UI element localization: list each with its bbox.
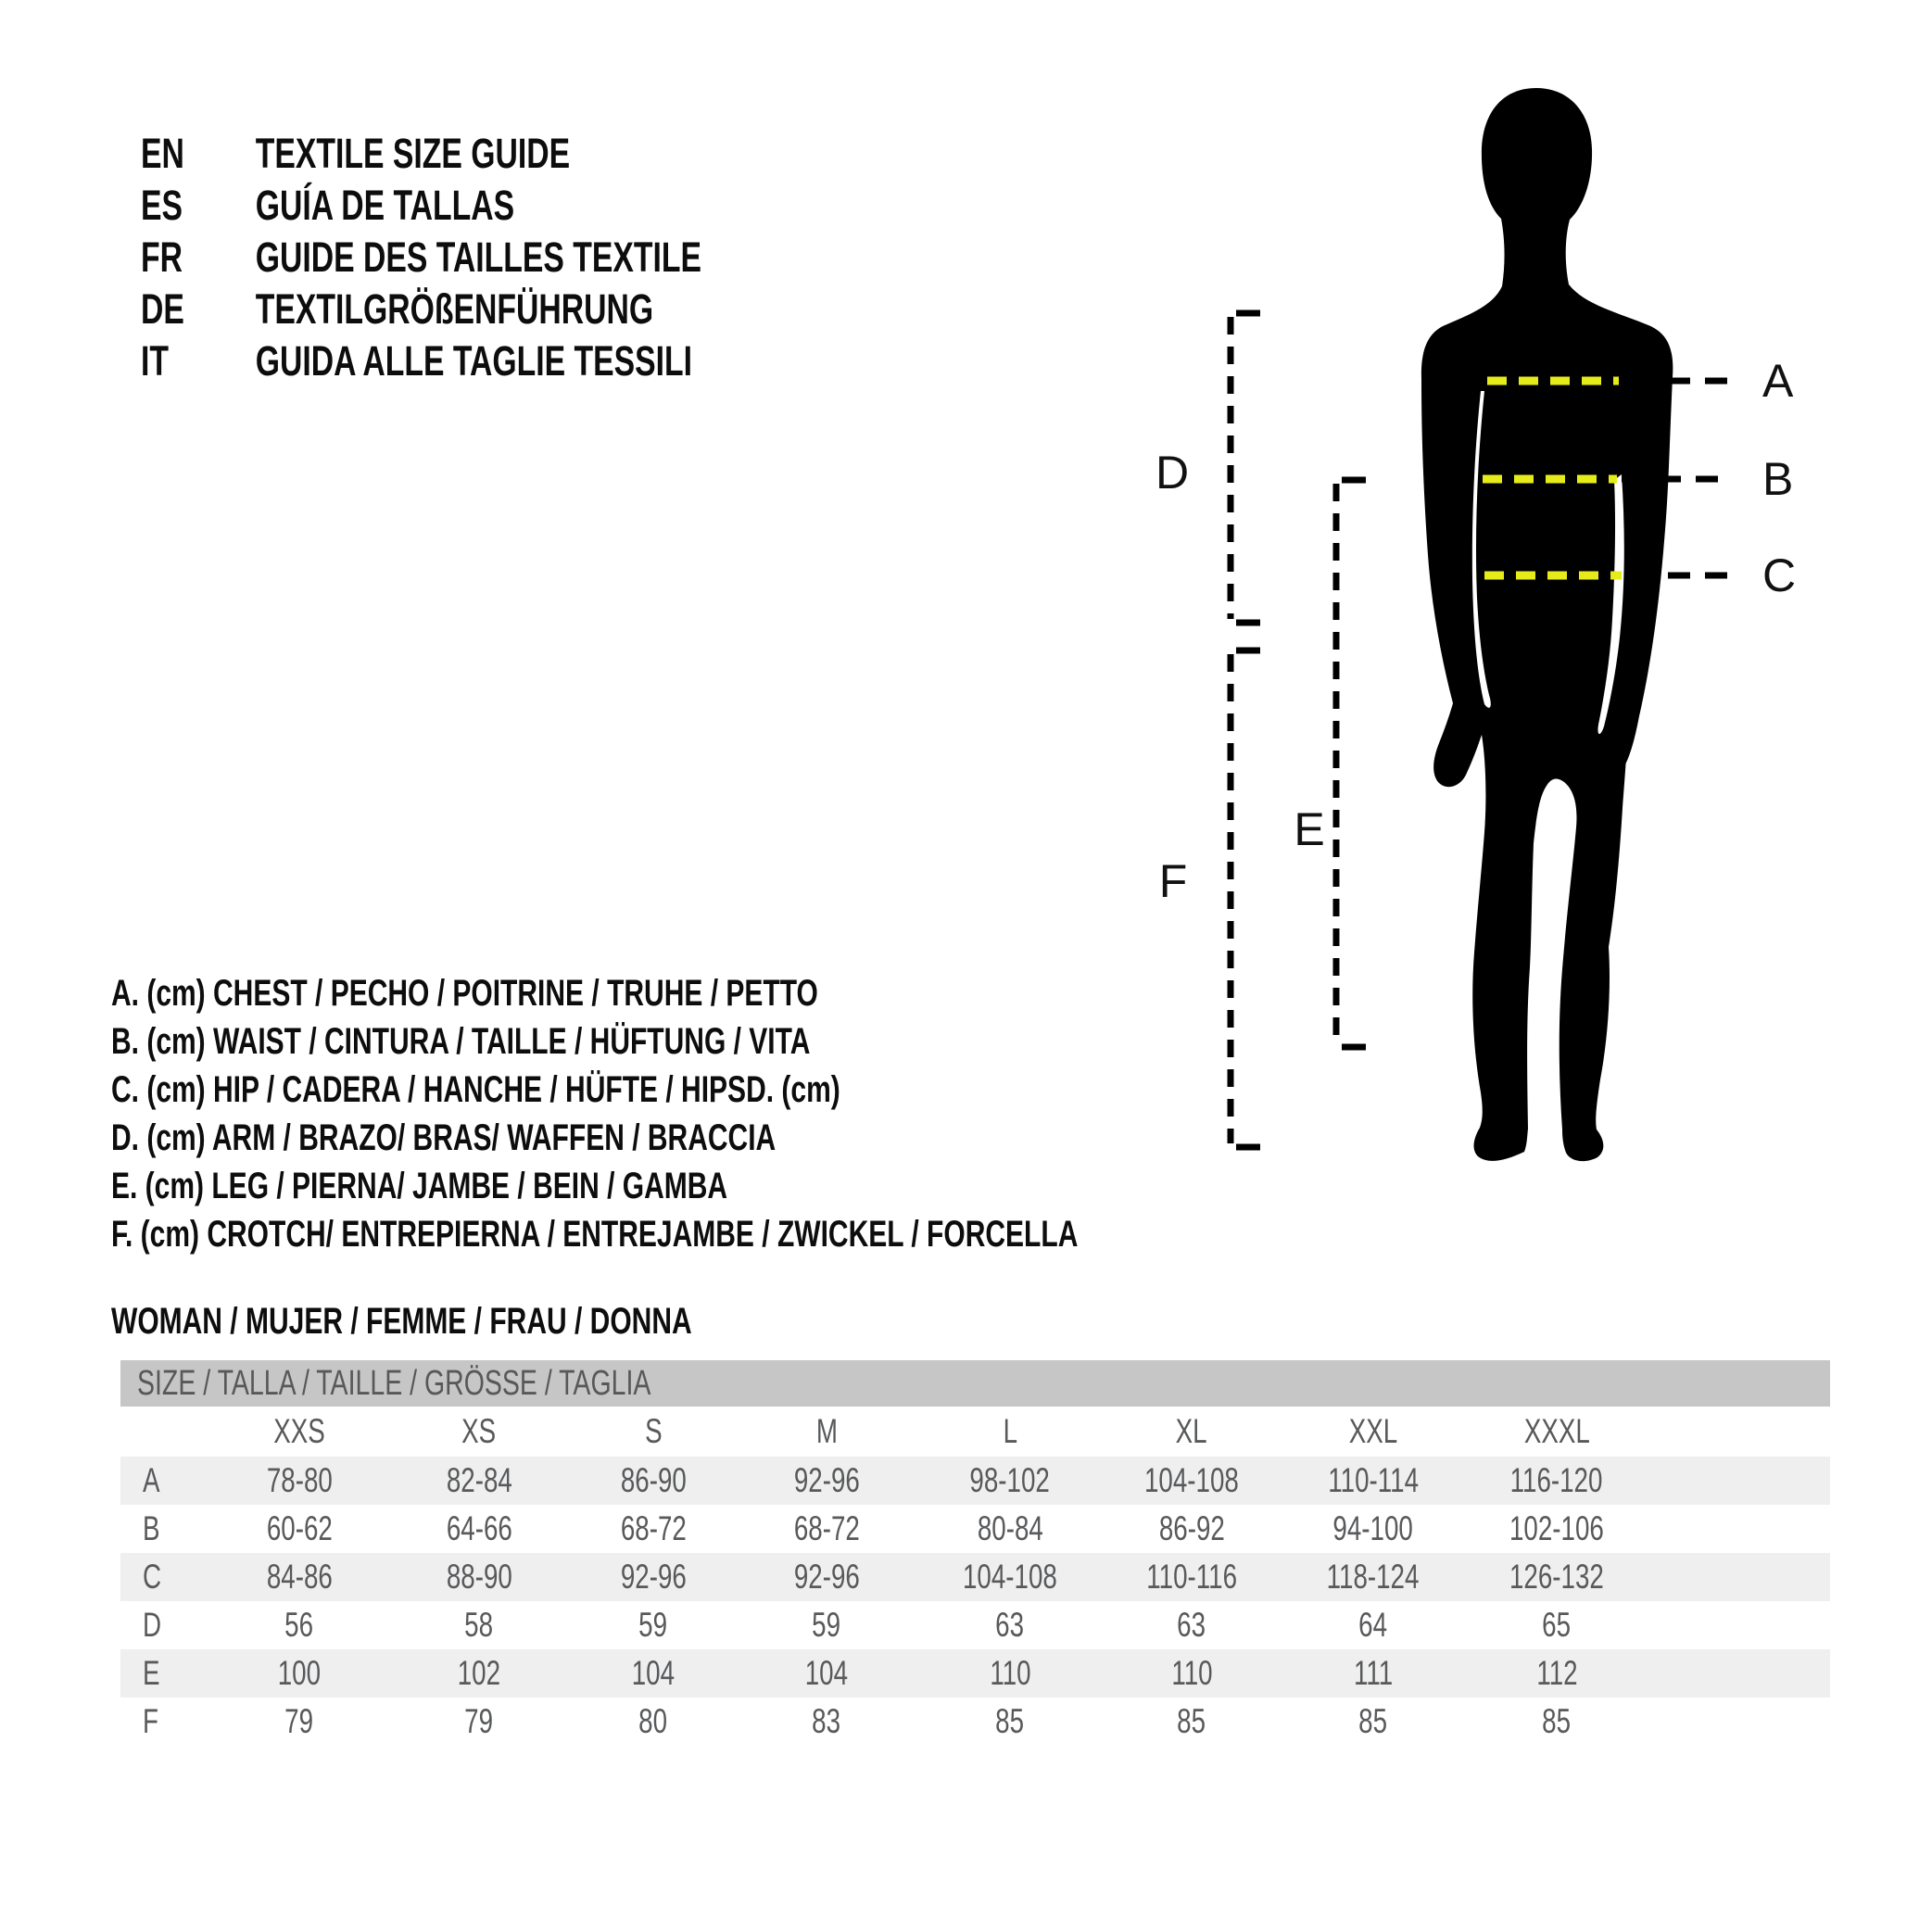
table-cell: 104-108 (1144, 1461, 1239, 1499)
table-cell: 104 (804, 1654, 849, 1692)
size-table (120, 1360, 1830, 1746)
section-title-woman (111, 1301, 886, 1342)
table-header-band-text: SIZE / TALLA / TAILLE / GRÖSSE / TAGLIA (137, 1364, 651, 1403)
chest-label: A (1762, 355, 1794, 407)
size-header-cell: XXS (273, 1412, 325, 1450)
section-title-text: WOMAN / MUJER / FEMME / FRAU / DONNA (111, 1301, 692, 1342)
table-cell: 85 (1358, 1702, 1388, 1740)
language-code: IT (141, 337, 169, 385)
table-cell: 116-120 (1510, 1461, 1603, 1499)
table-cell: 80-84 (977, 1509, 1043, 1547)
table-cell: 104 (631, 1654, 676, 1692)
language-code: ES (141, 182, 183, 229)
table-row (120, 1698, 1830, 1746)
table-row (120, 1649, 1830, 1698)
table-cell: 59 (638, 1606, 668, 1644)
table-cell: 92-96 (793, 1461, 860, 1499)
language-title: GUIDA ALLE TAGLIE TESSILI (255, 337, 693, 385)
table-row (120, 1505, 1830, 1553)
legend-item: F. (cm) CROTCH/ ENTREPIERNA / ENTREJAMBE / ZWICKEL / FORCELLA (111, 1214, 1079, 1255)
table-cell: 112 (1535, 1654, 1578, 1692)
legend-item: D. (cm) ARM / BRAZO/ BRAS/ WAFFEN / BRACCIA (111, 1117, 777, 1158)
crotch-label: F (1158, 855, 1188, 907)
measurement-legend (111, 969, 1400, 1258)
language-title: TEXTILE SIZE GUIDE (255, 130, 571, 177)
language-row (141, 232, 889, 284)
table-cell: 60-62 (266, 1509, 333, 1547)
size-header-cell: M (815, 1412, 838, 1450)
size-header-row (120, 1407, 1830, 1457)
table-cell: 79 (284, 1702, 314, 1740)
table-cell: 85 (1542, 1702, 1572, 1740)
table-cell: 86-92 (1158, 1509, 1225, 1547)
table-cell: 92-96 (793, 1558, 860, 1596)
table-cell: 111 (1353, 1654, 1394, 1692)
table-cell: 86-90 (620, 1461, 687, 1499)
language-row (141, 180, 889, 232)
table-cell: 83 (812, 1702, 841, 1740)
language-title: GUIDE DES TAILLES TEXTILE (255, 233, 702, 281)
table-cell: 68-72 (793, 1509, 860, 1547)
row-label: A (143, 1461, 160, 1499)
size-header-cell: S (644, 1412, 663, 1450)
table-cell: 88-90 (446, 1558, 512, 1596)
row-label: E (143, 1654, 160, 1692)
row-label: C (143, 1558, 162, 1596)
table-cell: 110-116 (1146, 1558, 1237, 1596)
table-cell: 98-102 (969, 1461, 1051, 1499)
table-cell: 102 (457, 1654, 501, 1692)
table-cell: 58 (464, 1606, 494, 1644)
legend-item: C. (cm) HIP / CADERA / HANCHE / HÜFTE / HIPSD. (cm) (111, 1069, 840, 1110)
arm-label: D (1155, 447, 1190, 499)
language-code: FR (141, 233, 183, 281)
table-cell: 85 (1177, 1702, 1206, 1740)
table-cell: 80 (638, 1702, 668, 1740)
table-cell: 92-96 (620, 1558, 687, 1596)
table-cell: 64-66 (446, 1509, 512, 1547)
table-cell: 85 (995, 1702, 1025, 1740)
waist-label: B (1762, 453, 1794, 505)
language-row (141, 128, 889, 180)
language-code: DE (141, 285, 184, 333)
table-cell: 65 (1542, 1606, 1572, 1644)
row-label: D (143, 1606, 162, 1644)
language-code: EN (141, 130, 184, 177)
table-cell: 64 (1358, 1606, 1388, 1644)
language-row (141, 335, 889, 387)
table-cell: 110-114 (1328, 1461, 1419, 1499)
table-cell: 94-100 (1332, 1509, 1414, 1547)
table-cell: 84-86 (266, 1558, 333, 1596)
table-cell: 82-84 (446, 1461, 512, 1499)
table-header-band (120, 1360, 1830, 1407)
table-cell: 79 (464, 1702, 494, 1740)
language-title: GUÍA DE TALLAS (255, 182, 515, 229)
size-header-cell: XL (1176, 1412, 1207, 1450)
size-header-cell: XXXL (1523, 1412, 1590, 1450)
legend-item: E. (cm) LEG / PIERNA/ JAMBE / BEIN / GAMBA (111, 1166, 728, 1206)
size-header-cell: L (1003, 1412, 1017, 1450)
legend-item: B. (cm) WAIST / CINTURA / TAILLE / HÜFTUNG / VITA (111, 1021, 811, 1062)
size-header-cell: XXL (1348, 1412, 1398, 1450)
table-cell: 104-108 (963, 1558, 1057, 1596)
size-header-cell: XS (461, 1412, 497, 1450)
language-list (141, 128, 889, 387)
body-silhouette (1421, 88, 1673, 1161)
table-cell: 102-106 (1509, 1509, 1604, 1547)
table-row (120, 1601, 1830, 1649)
table-cell: 100 (277, 1654, 322, 1692)
table-cell: 118-124 (1327, 1558, 1420, 1596)
legend-item: A. (cm) CHEST / PECHO / POITRINE / TRUHE / PETTO (111, 973, 818, 1014)
table-cell: 68-72 (620, 1509, 687, 1547)
table-cell: 63 (1177, 1606, 1206, 1644)
row-label: B (143, 1509, 160, 1547)
hip-label: C (1762, 549, 1797, 601)
table-cell: 63 (995, 1606, 1025, 1644)
table-row (120, 1553, 1830, 1601)
language-title: TEXTILGRÖßENFÜHRUNG (255, 285, 654, 333)
table-cell: 110 (989, 1654, 1031, 1692)
table-cell: 78-80 (266, 1461, 333, 1499)
language-row (141, 284, 889, 335)
row-label: F (143, 1702, 158, 1740)
table-row (120, 1457, 1830, 1505)
table-cell: 126-132 (1509, 1558, 1604, 1596)
table-cell: 59 (812, 1606, 841, 1644)
table-cell: 110 (1170, 1654, 1213, 1692)
leg-label: E (1294, 803, 1325, 855)
table-cell: 56 (284, 1606, 314, 1644)
